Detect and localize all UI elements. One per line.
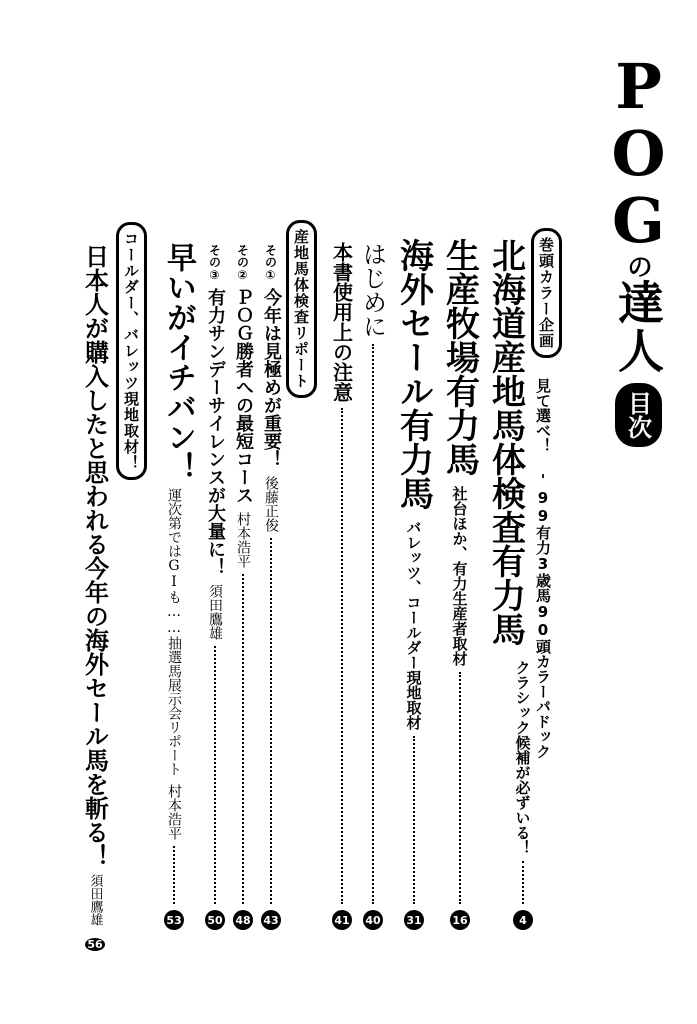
entry-9-leader xyxy=(173,846,175,904)
entry-7-leader xyxy=(242,574,244,904)
entry-4[interactable] xyxy=(358,242,388,930)
entry-9-page: 53 xyxy=(164,910,184,930)
entry-9-sub: 運次第ではGIも……抽選馬展示会リポート xyxy=(166,488,182,776)
entry-1-sub: 見て選べ！ '99有力3歳馬90頭カラーパドック xyxy=(534,378,552,759)
entry-10-page: 56 xyxy=(85,938,105,951)
entry-1-leader xyxy=(522,861,524,904)
section-sanchi-label: 産地馬体検査リポート xyxy=(286,220,317,398)
entry-5[interactable] xyxy=(328,242,356,930)
entry-10[interactable] xyxy=(76,244,114,951)
entry-6[interactable] xyxy=(258,244,284,930)
entry-4-page: 40 xyxy=(363,910,383,930)
entry-7-sono: その② xyxy=(235,244,250,282)
entry-9-title: 早いがイチバン！ xyxy=(161,242,196,482)
entry-7-page: 48 xyxy=(233,910,253,930)
entry-3-leader xyxy=(413,736,415,904)
title-main: 達人 xyxy=(611,279,665,375)
entry-8-title: 有力サンデーサイレンスが大量に！ xyxy=(205,288,226,576)
entry-2-page: 16 xyxy=(450,910,470,930)
entry-8-page: 50 xyxy=(205,910,225,930)
title-kana: の xyxy=(622,253,653,279)
section-kanto-label: 巻頭カラー企画 xyxy=(531,228,562,358)
entry-3[interactable] xyxy=(392,238,436,930)
entry-1-sub2-col xyxy=(508,660,538,930)
entry-4-leader xyxy=(372,344,374,904)
entry-10-title: 日本人が購入したと思われる今年の海外セール馬を斬る！ xyxy=(80,244,109,868)
entry-7-title: ＰＯＧ勝者への最短コース xyxy=(233,288,254,504)
entry-8[interactable] xyxy=(202,244,228,930)
entry-6-author: 後藤正俊 xyxy=(263,476,279,532)
entry-6-page: 43 xyxy=(261,910,281,930)
entry-6-leader xyxy=(270,538,272,904)
entry-8-sono: その③ xyxy=(207,244,222,282)
title-block xyxy=(598,50,678,447)
entry-1-sub2: クラシック候補が必ずいる！ xyxy=(513,660,532,855)
section-colder-label: コールダー、バレッツ現地取材！ xyxy=(116,222,147,480)
entry-5-leader xyxy=(341,408,343,904)
entry-1-page: 4 xyxy=(513,910,533,930)
entry-3-sub: バレッツ、コールダー現地取材 xyxy=(404,520,423,730)
entry-7-author: 村本浩平 xyxy=(235,512,251,568)
entry-5-page: 41 xyxy=(332,910,352,930)
entry-6-sono: その① xyxy=(263,244,278,282)
title-tag: 目次 xyxy=(615,383,662,447)
entry-9-sub-col xyxy=(162,488,186,930)
entry-3-title: 海外セール有力馬 xyxy=(393,238,434,510)
entry-8-leader xyxy=(214,646,216,904)
entry-2-leader xyxy=(459,672,461,904)
entry-1-title: 北海道産地馬体検査有力馬 xyxy=(485,238,526,646)
entry-7[interactable] xyxy=(230,244,256,930)
entry-9-author: 村本浩平 xyxy=(166,784,182,840)
entry-5-title: 本書使用上の注意 xyxy=(329,242,354,402)
title-latin: POG xyxy=(602,50,675,251)
entry-3-page: 31 xyxy=(404,910,424,930)
entry-10-author: 須田鷹雄 xyxy=(87,874,103,926)
entry-4-title: はじめに xyxy=(358,242,387,338)
entry-2-title: 生産牧場有力馬 xyxy=(439,238,480,476)
entry-8-author: 須田鷹雄 xyxy=(207,584,223,640)
entry-2[interactable] xyxy=(438,238,482,930)
entry-6-title: 今年は見極めが重要！ xyxy=(261,288,282,468)
entry-2-sub: 社台ほか、有力生産者取材 xyxy=(450,486,469,666)
